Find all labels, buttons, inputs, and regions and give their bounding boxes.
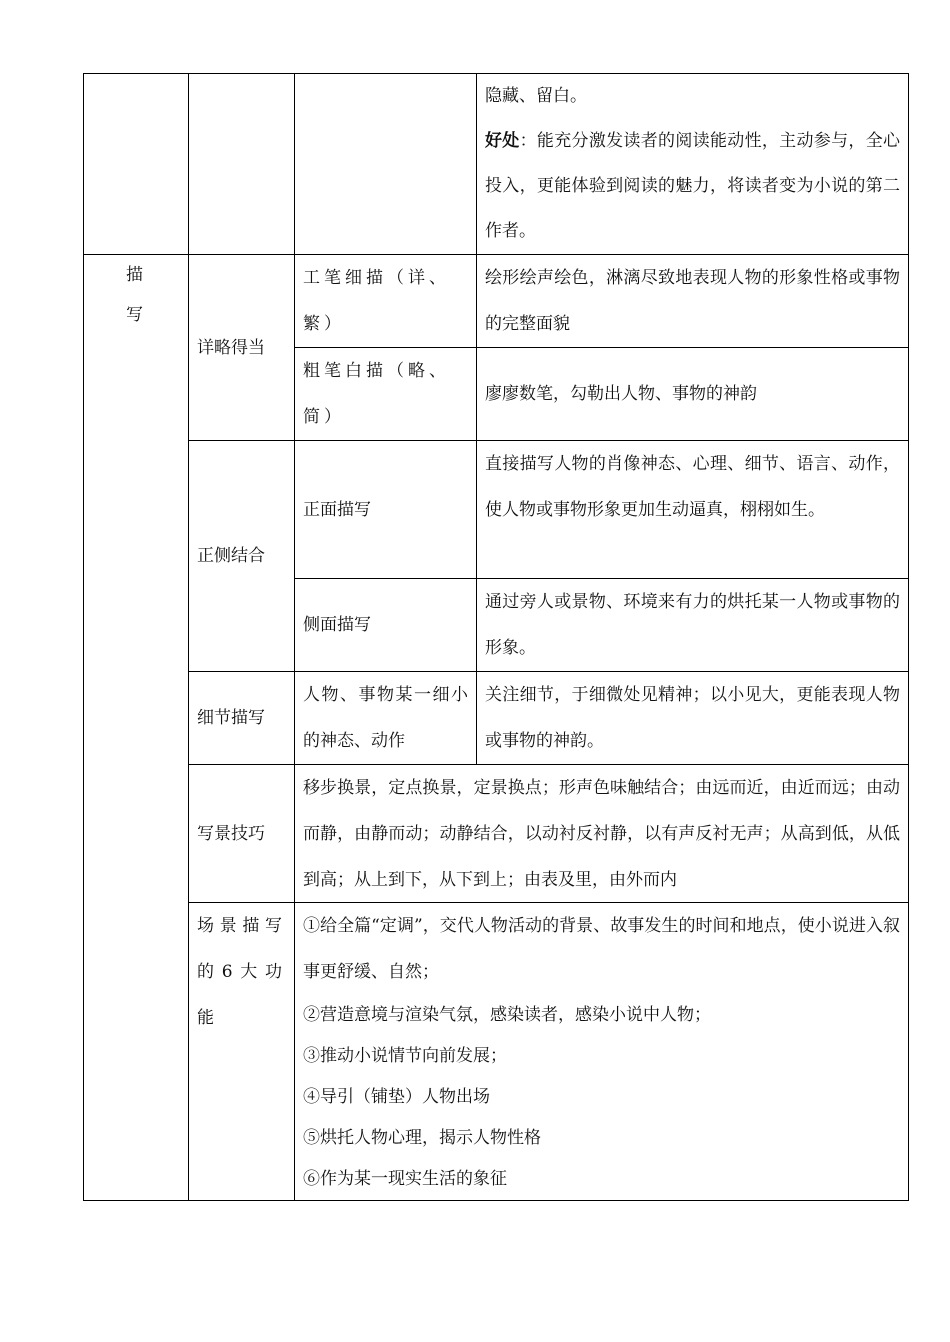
front-side-label: 正侧结合: [189, 441, 295, 672]
side-term: 侧面描写: [295, 579, 477, 672]
scene-functions-label: 场景描写的6大功能: [189, 903, 295, 1201]
table-row: [84, 441, 909, 579]
text-line: 隐藏、留白。: [485, 86, 587, 106]
rough-desc: 廖廖数笔，勾勒出人物、事物的神韵: [477, 348, 909, 441]
detail-desc-term: 人物、事物某一细小的神态、动作: [295, 672, 477, 765]
notes-table: [83, 73, 909, 1201]
detail-label: 详略得当: [189, 255, 295, 441]
category-cell: [84, 255, 189, 1201]
fine-term: 工笔细描（详、繁）: [295, 255, 477, 348]
empty-cell: [84, 74, 189, 255]
table-row: [84, 765, 909, 903]
category-char: 描: [126, 265, 143, 285]
benefit-paragraph: [485, 119, 900, 254]
table-row: [84, 255, 909, 348]
function-item: ⑤烘托人物心理，揭示人物性格: [303, 1128, 541, 1148]
scenery-desc-cell: [295, 765, 909, 903]
side-desc: 通过旁人或景物、环境来有力的烘托某一人物或事物的形象。: [477, 579, 909, 672]
function-item: ①给全篇“定调”，交代人物活动的背景、故事发生的时间和地点，使小说进入叙事更舒缓、自然；: [303, 916, 900, 982]
function-item: ②营造意境与渲染气氛，感染读者，感染小说中人物；: [303, 1005, 711, 1025]
table-row: [84, 74, 909, 255]
benefit-cell: [477, 74, 909, 255]
benefit-label: 好处: [485, 131, 520, 151]
scene-functions-cell: [295, 903, 909, 1201]
fine-desc: 绘形绘声绘色，淋漓尽致地表现人物的形象性格或事物的完整面貌: [477, 255, 909, 348]
table-row: [84, 672, 909, 765]
detail-desc-label: 细节描写: [189, 672, 295, 765]
empty-cell: [189, 74, 295, 255]
front-term: 正面描写: [295, 441, 477, 579]
detail-desc-text: 关注细节，于细微处见精神；以小见大，更能表现人物或事物的神韵。: [477, 672, 909, 765]
benefit-text: ：能充分激发读者的阅读能动性，主动参与，全心投入，更能体验到阅读的魅力，将读者变为小说的第二作者。: [485, 131, 900, 241]
scenery-label: 写景技巧: [189, 765, 295, 903]
rough-term: 粗笔白描（略、简）: [295, 348, 477, 441]
function-item: ⑥作为某一现实生活的象征: [303, 1169, 507, 1189]
empty-cell: [295, 74, 477, 255]
function-item: ③推动小说情节向前发展；: [303, 1046, 507, 1066]
category-char: 写: [126, 305, 143, 325]
front-desc: 直接描写人物的肖像神态、心理、细节、语言、动作，使人物或事物形象更加生动逼真，栩栩如生。: [477, 441, 909, 579]
function-item: ④导引（铺垫）人物出场: [303, 1087, 490, 1107]
scenery-desc: 移步换景，定点换景，定景换点；形声色味触结合；由远而近，由近而远；由动而静，由静而动；动静结合，以动衬反衬静，以有声反衬无声；从高到低，从低到高；从上到下，从下到上；由表及里，由外而内: [303, 778, 900, 890]
table-row: [84, 903, 909, 1201]
